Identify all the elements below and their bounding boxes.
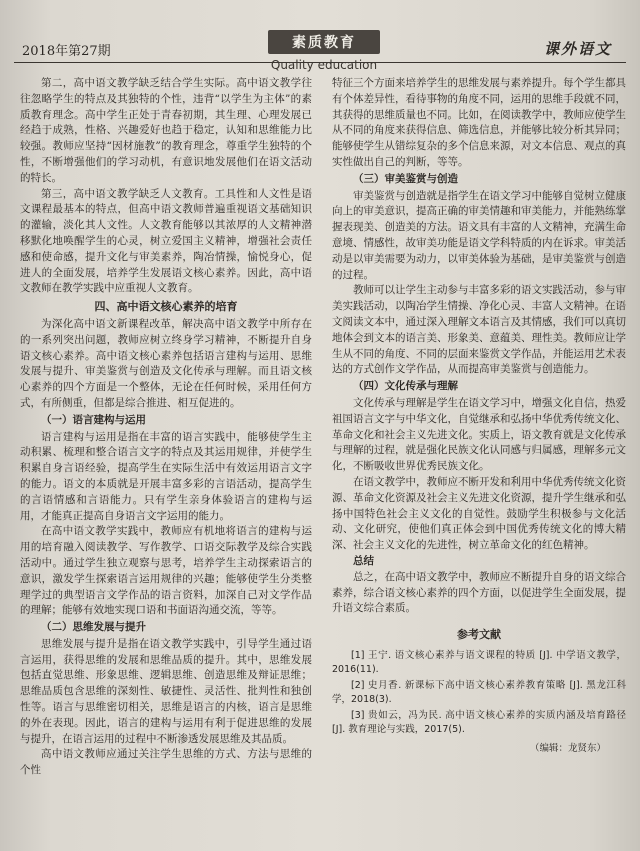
summary-heading: 总结 (353, 554, 374, 567)
left-column (20, 76, 312, 779)
subsection-heading: （四）文化传承与理解 (353, 380, 458, 393)
issue-label: 2018年第27期 (22, 44, 111, 59)
reference-item: [3] 贵如云，冯为民. 高中语文核心素养的实质内涵及培育路径 [J]. 教育理论与实践，2017(5). (332, 709, 626, 735)
paragraph: 教师可以让学生主动参与丰富多彩的语文实践活动，参与审美实践活动，以陶冶学生情操、净化心灵、丰富人文精神。在语文阅读文本中，通过深入理解文本语言及其情感，我们可以真切地体会到文本的语言美、形象美、意蕴美、理性美。教师应让学生从不同的角度、不同的层面来鉴赏文学作品，并能运用艺术表达的方式创作文学作品，从而提高审美鉴赏与创造能力。 (332, 284, 626, 376)
subsection-heading: （三）审美鉴赏与创造 (353, 172, 458, 185)
section-title: 素质教育 (268, 30, 380, 54)
reference-item: [2] 史月香. 新课标下高中语文核心素养教育策略 [J]. 黑龙江科学，2018(3). (332, 679, 626, 705)
paragraph: 特征三个方面来培养学生的思维发展与素养提升。每个学生都具有个体差异性，看待事物的角度不同，运用的思维手段就不同，其获得的思维质量也不同。比如，在阅读教学中，教师应使学生从不同的角度来获得信息、筛选信息，并能够比较分析其异同；能够使学生从错综复杂的多个信息来源，对文本信息、观点的真实性做出自己的判断，等等。 (332, 77, 626, 168)
summary-paragraph: 总之，在高中语文教学中，教师应不断提升自身的语文综合素养，综合语文核心素养的四个方面，以促进学生全面发展，提升语文综合素质。 (332, 570, 626, 615)
section-subtitle: Quality education (270, 58, 378, 72)
paragraph: 第二，高中语文教学缺乏结合学生实际。高中语文教学往往忽略学生的特点及其独特的个性，违背“以学生为主体”的素质教育理念。高中学生正处于青春初期，其生理、心理发展已经趋于成熟，性格、兴趣爱好也趋于稳定，认知和思维能力比较强。教师应坚持“因材施教”的教育理念，尊重学生独特的个性，不断增强他们的学习动机，有意识地发展他们在语文活动的特长。 (20, 77, 312, 184)
references-heading: 参考文献 (457, 628, 501, 642)
paragraph: 为深化高中语文新课程改革，解决高中语文教学中所存在的一系列突出问题，教师应树立终身学习精神，不断提升自身语文核心素养。高中语文核心素养包括语言建构与运用、思维发展与提升、审美鉴赏与创造及文化传承与理解。而且语文核心素养的四个方面是一个整体，无论在任何时候，采用任何方式，有所侧重，但都是综合推进、相互促进的。 (20, 317, 312, 409)
journal-name: 课外语文 (543, 40, 612, 58)
subsection-heading: （二）思维发展与提升 (41, 621, 146, 634)
header-divider (14, 62, 626, 63)
paragraph: 在高中语文教学实践中，教师应有机地将语言的建构与运用的培育融入阅读教学、写作教学、口语交际教学及综合实践活动中。通过学生独立观察与思考，培养学生主动探索语言的意识，激发学生探索语言运用规律的兴趣；能够使学生分类整理学过的典型语言文学作品的语言资料，加深自己对文学作品的理解；能够有效地实现口语和书面语沟通交流，等等。 (20, 525, 312, 617)
paragraph: 高中语文教师应通过关注学生思维的方式、方法与思维的个性 (20, 748, 312, 777)
paragraph: 文化传承与理解是学生在语文学习中，增强文化自信，热爱祖国语言文字与中华文化，自觉继承和弘扬中华优秀传统文化、革命文化和社会主义先进文化。实质上，语文教育就是文化传承与理解的过程，就是强化民族文化认同感与归属感，理解多元文化，不断吸收世界优秀民族文化。 (332, 396, 626, 473)
section-heading: 四、高中语文核心素养的培育 (94, 300, 238, 314)
subsection-heading: （一）语言建构与运用 (41, 413, 146, 426)
paragraph: 审美鉴赏与创造就是指学生在语文学习中能够自觉树立健康向上的审美意识，提高正确的审美情趣和审美能力，并能熟练掌握表现美、创造美的方法。语文具有丰富的人文精神，充满生命意境、情感性，故审美功能是语文学科特质的内在诉求。审美活动是以审美需要为动力，以审美体验为基础，是审美鉴赏与创造的过程。 (332, 189, 626, 281)
paragraph: 语言建构与运用是指在丰富的语言实践中，能够使学生主动积累、梳理和整合语言文字的特点及其运用规律，并使学生积累自身言语经验，提高学生在实际生活中有效运用语言文字的能力。语文的本质就是开展丰富多彩的言语活动，提高学生的言语情感和言语能力。只有学生亲身体验语言的建构与运用，才能真正提高自身语言文字运用的能力。 (20, 430, 312, 522)
section-header (268, 30, 380, 72)
reference-item: [1] 王宁. 语文核心素养与语文课程的特质 [J]. 中学语文教学，2016(11). (332, 649, 626, 675)
right-column (332, 76, 626, 757)
paragraph: 第三，高中语文教学缺乏人文教育。工具性和人文性是语文课程最基本的特点，但高中语文教师普遍重视语文基础知识的灌输，淡化其人文性。人文教育能够以其浓厚的人文精神潜移默化地唤醒学生的心灵，树立爱国主义精神，增强社会责任感和使命感，提升文化与审美素养，陶冶情操，愉悦身心，促进人的全面发展，培养学生发展语文核心素养。因此，高中语文教师在教学实践中应重视人文教育。 (20, 187, 312, 295)
paragraph: 思维发展与提升是指在语文教学实践中，引导学生通过语言运用，获得思维的发展和思维品质的提升。其中，思维发展包括直觉思维、形象思维、逻辑思维、创造思维及辩证思维；思维品质包含思维的深刻性、敏捷性、灵活性、批判性和独创性等。语言与思维密切相关，思维是语言的内核，语言是思维的外在表现。因此，语言的建构与运用有利于促进思维的发展与提升，在语言运用的过程中不断渗透发展思维及其品质。 (20, 637, 312, 745)
editor-credit: （编辑：龙贤东） (529, 742, 606, 754)
paragraph: 在语文教学中，教师应不断开发和利用中华优秀传统文化资源、革命文化资源及社会主义先进文化资源，提升学生继承和弘扬中国特色社会主义文化的自觉性。鼓励学生积极参与文化活动、文化研究，使他们真正体会到中国优秀传统文化的博大精深、社会主义文化的先进性，树立革命文化的红色精神。 (332, 475, 626, 552)
